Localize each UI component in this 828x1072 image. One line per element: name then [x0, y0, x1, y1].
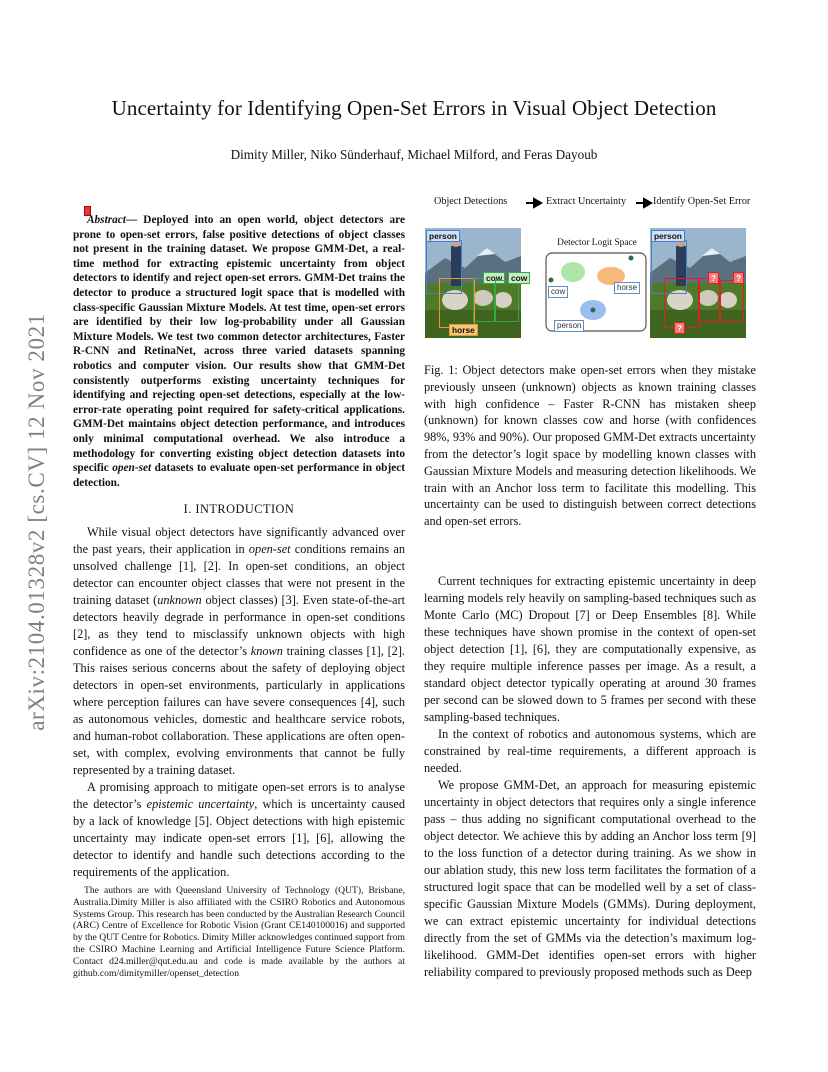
paper-authors: Dimity Miller, Niko Sünderhauf, Michael Milford, and Feras Dayoub [230, 147, 598, 162]
figure-step-detections: Object Detections [434, 196, 508, 207]
intro-p1-emphasis-unknown: unknown [157, 593, 202, 608]
figure-1-caption: Fig. 1: Object detectors make open-set errors when they mistake previously unseen (unknown) objects as known training classes with high confidence – Faster R-CNN has mistaken sheep (unknown) for known classes cow and horse (with confidences 98%, 93% and 90%). Our proposed GMM-Det extracts uncertainty from the detector’s logit space by modelling known classes with Gaussian Mixture Models and measuring detection likelihoods. We train with an Anchor loss term to facilitate this modelling. This uncertainty can be used to distinguish between correct detections and open-set errors. [424, 363, 756, 529]
bbox-unknown-2 [698, 278, 720, 322]
intro-p1-text-a: While visual object detectors have significantly advanced over the past years, their application in [73, 525, 405, 557]
abstract-emphasis: open-set [112, 462, 152, 475]
section-heading-introduction: I. INTRODUCTION [183, 502, 295, 517]
right-paragraph-1: Current techniques for extracting epistemic uncertainty in deep learning models rely heavily on sampling-based techniques such as Monte Carlo (MC) Dropout [7] or Deep Ensembles [8]. While these techniques have shown promise in the context of open-set object detection [1], [6], they are computationally expensive, as they require multiple inference passes per image. As a result, a standard object detector typically operating at around 30 frames per second can be slowed down to 5 frames per second with these sampling-based techniques. [424, 574, 756, 724]
intro-p1-text-c: object classes) [3]. Even state-of-the-art detectors heavily degrade in performance in open-set conditions [2], as they tend to misclassify unknown objects with high confidence as one of the detector’s [73, 593, 405, 659]
figure-step-identify: Identify Open-Set Error [653, 196, 751, 207]
abstract-lead: Abstract [87, 214, 126, 226]
arxiv-sidebar [22, 282, 52, 762]
logit-label-person: person [554, 320, 584, 332]
abstract [73, 213, 405, 490]
paper-title: Uncertainty for Identifying Open-Set Errors in Visual Object Detection [111, 96, 717, 120]
tag-unknown-3: ? [733, 272, 744, 284]
detection-photo [425, 228, 528, 338]
right-paragraph-3: We propose GMM-Det, an approach for measuring epistemic uncertainty in object detectors that requires only a single inference pass – thus adding no significant computational overhead to the object detector. We achieve this by adding an Anchor loss term [9] to the loss function of a detector during training. As we show in our ablation study, this new loss term facilitates the formation of a structured logit space that can be modelled well by a set of class-specific Gaussian Mixture Models (GMMs). During deployment, we can extract epistemic uncertainty for individual detections directly from the set of GMMs via the detection’s maximum log-likelihood. GMM-Det identifies open-set errors with higher reliability compared to previously proposed methods such as Deep [424, 778, 756, 979]
logit-label-cow: cow [548, 286, 568, 298]
intro-paragraph-1 [73, 524, 405, 779]
abstract-text: — Deployed into an open world, object detectors are prone to open-set errors, false positive detections of object classes not present in the training dataset. We propose GMM-Det, a real-time method for extracting epistemic uncertainty from object detectors to identify and reject open-set errors. GMM-Det trains the detector to produce a structured logit space that is modelled with class-specific Gaussian Mixture Models. At test time, open-set errors are identified by their low log-probability under all Gaussian Mixture Models. We test two common detector architectures, Faster R-CNN and RetinaNet, across three varied datasets spanning robotics and computer vision. Our results show that GMM-Det consistently outperforms existing uncertainty techniques for identifying and rejecting open-set detections, especially at the low-error-rate operating point required for safety-critical applications. GMM-Det maintains object detection performance, and introduces only minimal computational overhead. We also introduce a methodology for converting existing object detection datasets into specific [73, 214, 405, 475]
abstract-tail: datasets to evaluate open-set performance in object detection. [73, 462, 406, 489]
arrow-right-icon [526, 199, 542, 207]
intro-p1-emphasis-open-set: open-set [248, 542, 291, 557]
bbox-cow-1 [473, 278, 495, 322]
logit-space-diagram [545, 252, 643, 350]
tag-unknown-1: ? [674, 322, 685, 334]
tag-person: person [651, 230, 685, 242]
left-column [73, 213, 405, 881]
bbox-unknown-3 [720, 280, 744, 322]
tag-cow-2: cow [508, 272, 530, 284]
bbox-horse [439, 278, 475, 328]
intro-p2-text-b: , which is uncertainty caused by a lack of knowledge [5]. Object detections with high epistemic uncertainty may indicate open-set errors [1], [6], allowing the detector to identify and handle such detections according to the requirements of the application. [73, 797, 405, 880]
logit-label-horse: horse [614, 282, 640, 294]
tag-person: person [426, 230, 460, 242]
intro-p1-text-b: conditions remains an unsolved challenge [1], [2]. In open-set conditions, an object detector can encounter object classes that were not present in the training dataset ( [73, 542, 406, 608]
bbox-cow-2 [495, 280, 519, 322]
intro-p1-text-d: training classes [1], [2]. This raises serious concerns about the safety of deploying object detectors in open-set environments, particularly in applications where perception failures can have severe consequences [4], such as autonomous vehicles, domestic and healthcare service robots, and human-robot collaboration. These applications are often open-set, with complex, evolving environments that cannot be fully represented by a training dataset. [73, 644, 405, 778]
arrow-right-icon [636, 199, 652, 207]
tag-cow-1: cow [483, 272, 505, 284]
logit-space-title: Detector Logit Space [557, 238, 637, 248]
footnote: The authors are with Queensland University of Technology (QUT), Brisbane, Australia.Dimity Miller is also affiliated with the CSIRO Robotics and Autonomous Systems Group. This research has been conducted by the Australian Research Council (ARC) Centre of Excellence for Robotic Vision (Grant CE140100016) and supported by the QUT Centre for Robotics. Dimity Miller acknowledges continued support from the CSIRO Machine Learning and Artificial Intelligence Future Science Platform. Contact d24.miller@qut.edu.au and code is made available by the authors at github.com/dimitymiller/openset_detection [73, 885, 405, 979]
intro-p2-emphasis: epistemic uncertainty [146, 797, 255, 812]
figure-1 [424, 196, 756, 346]
figure-step-uncertainty: Extract Uncertainty [546, 196, 627, 207]
intro-p2-text-a: A promising approach to mitigate open-set errors is to analyse the detector’s [73, 780, 405, 812]
tag-horse: horse [449, 324, 478, 336]
tag-unknown-2: ? [708, 272, 719, 284]
arxiv-identifier: arXiv:2104.01328v2 [cs.CV] 12 Nov 2021 [24, 313, 49, 731]
intro-paragraph-2 [73, 779, 405, 881]
right-column [424, 573, 756, 981]
right-paragraph-2: In the context of robotics and autonomous systems, which are constrained by real-time requirements, a different approach is needed. [424, 727, 756, 775]
intro-p1-emphasis-known: known [250, 644, 283, 659]
bbox-unknown-1 [664, 278, 700, 328]
open-set-error-photo [650, 228, 746, 338]
